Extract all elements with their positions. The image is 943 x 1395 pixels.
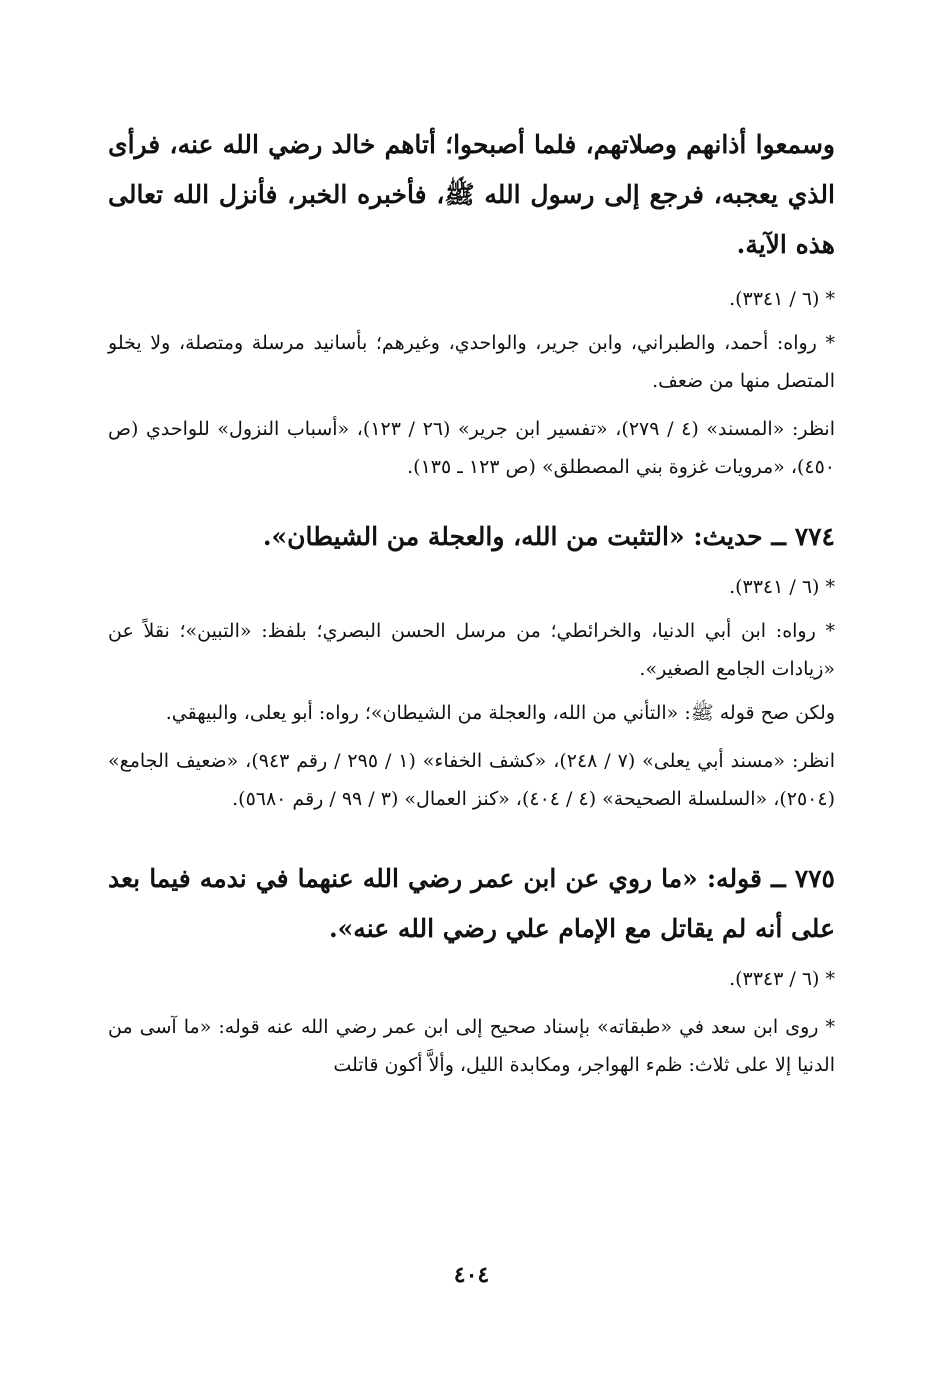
heading-775: ٧٧٥ ــ قوله: «ما روي عن ابن عمر رضي الله عنهما في ندمه فيما بعد على أنه لم يقاتل مع الإمام علي رضي الله عنه».	[108, 864, 835, 943]
intro-paragraph: وسمعوا أذانهم وصلاتهم، فلما أصبحوا؛ أتاهم خالد رضي الله عنه، فرأى الذي يعجبه، فرجع إلى رسول الله ﷺ، فأخبره الخبر، فأنزل الله تعالى هذه الآية.	[108, 130, 835, 259]
heading-774: ٧٧٤ ــ حديث: «التثبت من الله، والعجلة من الشيطان».	[262, 522, 835, 551]
page-number: ٤٠٤	[453, 1262, 490, 1288]
sources-774: انظر: «مسند أبي يعلى» (٧ / ٢٤٨)، «كشف الخفاء» (١ / ٢٩٥ / رقم ٩٤٣)، «ضعيف الجامع» (٢٥٠٤)، «السلسلة الصحيحة» (٤ / ٤٠٤)، «كنز العمال» (٣ / ٩٩ / رقم ٥٦٨٠).	[108, 750, 836, 810]
narration-773: * رواه: أحمد، والطبراني، وابن جرير، والواحدي، وغيرهم؛ بأسانيد مرسلة ومتصلة، ولا يخلو المتصل منها من ضعف.	[108, 332, 835, 392]
sources-773: انظر: «المسند» (٤ / ٢٧٩)، «تفسير ابن جرير» (٢٦ / ١٢٣)، «أسباب النزول» للواحدي (ص ٤٥٠)، «مرويات غزوة بني المصطلق» (ص ١٢٣ ـ ١٣٥).	[108, 418, 835, 478]
note-774: ولكن صح قوله ﷺ: «التأني من الله، والعجلة من الشيطان»؛ رواه: أبو يعلى، والبيهقي.	[165, 702, 835, 724]
narration-775: * روى ابن سعد في «طبقاته» بإسناد صحيح إلى ابن عمر رضي الله عنه قوله: «ما آسى من الدنيا إلا على ثلاث: ظمء الهواجر، ومكابدة الليل، وألاَّ أكون قاتلت	[108, 1016, 835, 1076]
reference-775: * (٦ / ٣٣٤٣).	[729, 968, 835, 990]
narration-774: * رواه: ابن أبي الدنيا، والخرائطي؛ من مرسل الحسن البصري؛ بلفظ: «التبين»؛ نقلاً عن «زيادات الجامع الصغير».	[108, 620, 835, 680]
reference-774: * (٦ / ٣٣٤١).	[729, 576, 835, 598]
reference-773: * (٦ / ٣٣٤١).	[729, 288, 835, 310]
page-body	[108, 120, 835, 1084]
